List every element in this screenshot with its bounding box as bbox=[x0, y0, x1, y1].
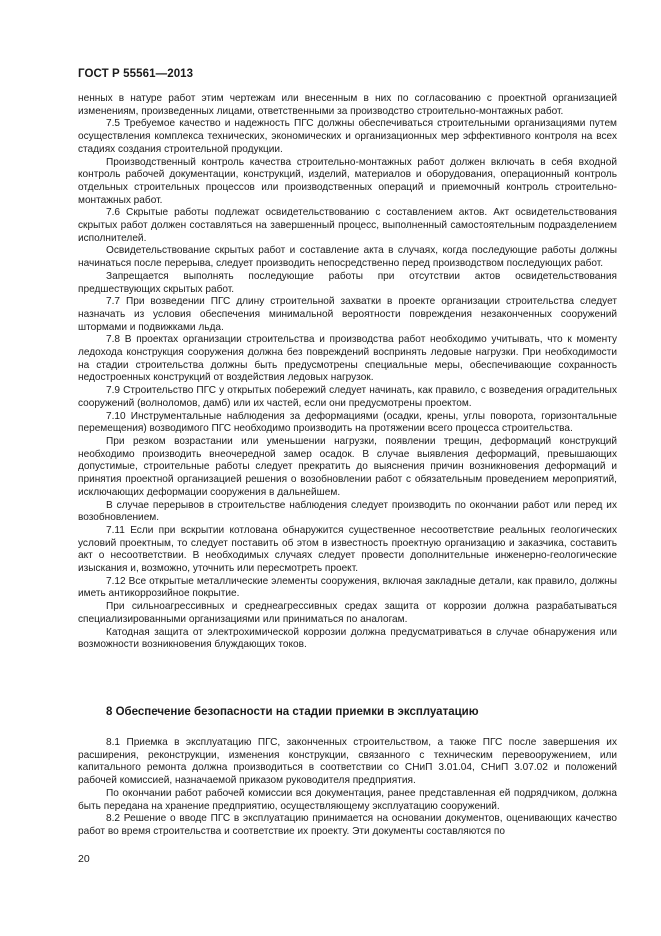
paragraph: При сильноагрессивных и среднеагрессивных средах защита от коррозии должна разрабатываться специализированными организациями или приниматься по аналогам. bbox=[78, 601, 617, 625]
paragraph: В случае перерывов в строительстве наблюдения следует производить по окончании работ или перед их возобновлением. bbox=[78, 499, 617, 524]
paragraph: 8.1 Приемка в эксплуатацию ПГС, законченных строительством, а также ПГС после завершения их расширения, реконструкции, изменения конструкции, связанного с техническим перевооружением, или капитального ремонта должна производиться в соответствии со СНиП 3.01.04, СНиП 3.07.02 и положений рабочей комиссией, назначаемой приказом руководителя предприятия. bbox=[78, 737, 617, 787]
page-header: ГОСТ Р 55561—2013 bbox=[78, 68, 194, 80]
section-heading: 8 Обеспечение безопасности на стадии приемки в эксплуатацию bbox=[106, 706, 479, 718]
paragraph: При резком возрастании или уменьшении нагрузки, появлении трещин, деформаций конструкций необходимо производить внеочередной замер осадок. В случае выявления деформаций, превышающих допустимые, строительные работы следует прекратить до выяснения причин возникновения деформаций и принятия проектной организацией решения о возобновлении работ с обязательным проведением мероприятий, исключающих деформации сооружения в дальнейшем. bbox=[78, 435, 617, 498]
paragraph: Производственный контроль качества строительно-монтажных работ должен включать в себя входной контроль рабочей документации, конструкций, изделий, материалов и оборудования, операционный контроль отдельных строительных процессов или производственных операций и приемочный контроль строительно-монтажных работ. bbox=[78, 156, 617, 206]
paragraph: 7.5 Требуемое качество и надежность ПГС должны обеспечиваться строительными организациями путем осуществления комплекса технических, экономических и организационных мер эффективного контроля на всех стадиях создания строительной продукции. bbox=[78, 118, 617, 155]
paragraph: ненных в натуре работ этим чертежам или внесенным в них по согласованию с проектной организацией изменениям, произведенных лицами, ответственными за производство строительно-монтажных работ. bbox=[78, 93, 617, 117]
paragraph: 7.12 Все открытые металлические элементы сооружения, включая закладные детали, как правило, должны иметь антикоррозийное покрытие. bbox=[78, 575, 617, 600]
paragraph: 7.6 Скрытые работы подлежат освидетельствованию с составлением актов. Акт освидетельствования скрытых работ должен составляться на завершенный процесс, выполненный самостоятельным подразделением исполнителей. bbox=[78, 207, 617, 244]
paragraph: Катодная защита от электрохимической коррозии должна предусматриваться в случае обнаружения или возможности возникновения блуждающих токов. bbox=[78, 626, 617, 651]
paragraph: По окончании работ рабочей комиссии вся документация, ранее представленная ей подрядчиком, должна быть передана на хранение предприятию, осуществляющему эксплуатацию сооружений. bbox=[78, 787, 617, 812]
paragraph: 7.10 Инструментальные наблюдения за деформациями (осадки, крены, углы поворота, горизонтальные перемещения) возводимого ПГС необходимо производить на протяжении всего процесса строительства. bbox=[78, 410, 617, 435]
body-text bbox=[78, 93, 617, 652]
paragraph: 7.9 Строительство ПГС у открытых побережий следует начинать, как правило, с возведения оградительных сооружений (волноломов, дамб) или их частей, если они предусмотрены проектом. bbox=[78, 385, 617, 409]
paragraph: 7.11 Если при вскрытии котлована обнаружится существенное несоответствие реальных геологических условий проектным, то следует поставить об этом в известность проектную организацию и заказчика, составить акт о несоответствии. В необходимых случаях следует провести дополнительные инженерно-геологические изыскания и, возможно, уточнить или пересмотреть проект. bbox=[78, 524, 617, 575]
paragraph: 7.7 При возведении ПГС длину строительной захватки в проекте организации строительства следует назначать из условия обеспечения минимальной вероятности повреждения незаконченных сооружений штормами и подвижками льда. bbox=[78, 296, 617, 333]
paragraph: Освидетельствование скрытых работ и составление акта в случаях, когда последующие работы должны начинаться после перерыва, следует производить непосредственно перед производством последующих работ. bbox=[78, 245, 617, 270]
paragraph: Запрещается выполнять последующие работы при отсутствии актов освидетельствования предшествующих скрытых работ. bbox=[78, 270, 617, 295]
section-text bbox=[78, 737, 617, 839]
page-number: 20 bbox=[78, 853, 90, 865]
paragraph: 7.8 В проектах организации строительства и производства работ необходимо учитывать, что к моменту ледохода конструкция сооружения должна без повреждений воспринять ледовые нагрузки. При необходимости на стадии строительства должны быть предусмотрены специальные меры, обеспечивающие сохранность недостроенных конструкций от воздействия ледовых нагрузок. bbox=[78, 334, 617, 384]
paragraph: 8.2 Решение о вводе ПГС в эксплуатацию принимается на основании документов, оценивающих качество работ во время строительства и соответствие их проекту. Эти документы составляются по bbox=[78, 813, 617, 837]
